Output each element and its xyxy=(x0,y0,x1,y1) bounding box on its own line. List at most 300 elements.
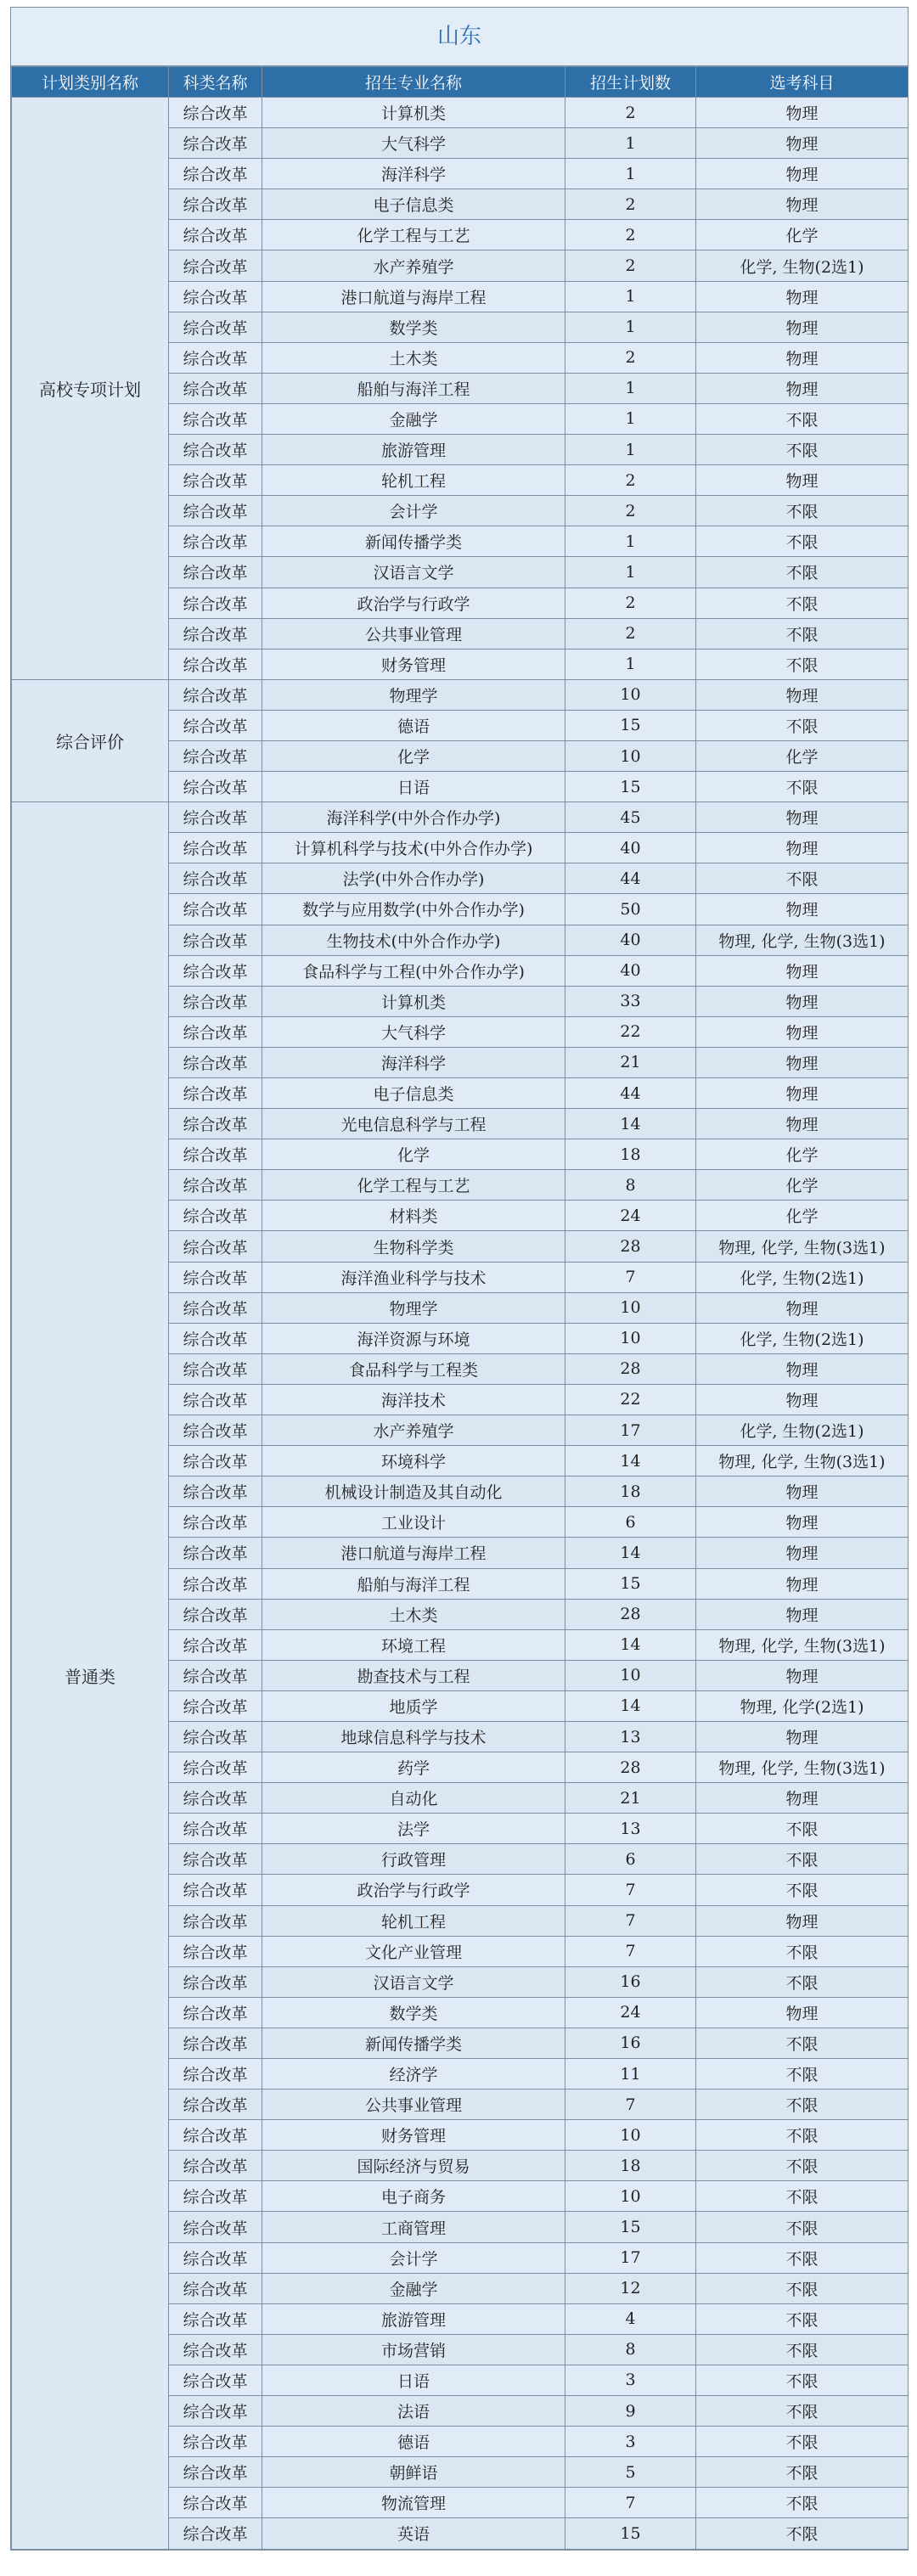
subject-type-cell: 综合改革 xyxy=(169,189,262,220)
plan-count-cell: 7 xyxy=(565,1875,696,1905)
major-name-cell: 新闻传播学类 xyxy=(262,526,565,557)
major-name-cell: 药学 xyxy=(262,1752,565,1783)
major-name-cell: 海洋渔业科学与技术 xyxy=(262,1262,565,1292)
major-name-cell: 市场营销 xyxy=(262,2334,565,2365)
subject-type-cell: 综合改革 xyxy=(169,1201,262,1231)
major-name-cell: 德语 xyxy=(262,2427,565,2457)
plan-count-cell: 50 xyxy=(565,894,696,925)
subject-type-cell: 综合改革 xyxy=(169,403,262,434)
subject-type-cell: 综合改革 xyxy=(169,955,262,986)
major-name-cell: 国际经济与贸易 xyxy=(262,2151,565,2181)
required-subjects-cell: 物理 xyxy=(696,128,909,159)
subject-type-cell: 综合改革 xyxy=(169,1599,262,1629)
required-subjects-cell: 物理 xyxy=(696,1568,909,1599)
subject-type-cell: 综合改革 xyxy=(169,1568,262,1599)
subject-type-cell: 综合改革 xyxy=(169,557,262,588)
required-subjects-cell: 物理 xyxy=(696,189,909,220)
subject-type-cell: 综合改革 xyxy=(169,2488,262,2518)
required-subjects-cell: 化学, 生物(2选1) xyxy=(696,1415,909,1446)
subject-type-cell: 综合改革 xyxy=(169,1905,262,1936)
required-subjects-cell: 不限 xyxy=(696,2365,909,2395)
subject-type-cell: 综合改革 xyxy=(169,220,262,250)
subject-type-cell: 综合改革 xyxy=(169,496,262,526)
required-subjects-cell: 物理 xyxy=(696,1078,909,1109)
required-subjects-cell: 物理, 化学, 生物(3选1) xyxy=(696,1752,909,1783)
required-subjects-cell: 物理 xyxy=(696,1109,909,1139)
subject-type-cell: 综合改革 xyxy=(169,465,262,496)
column-header-plan-count: 招生计划数 xyxy=(565,67,696,98)
required-subjects-cell: 不限 xyxy=(696,2059,909,2089)
required-subjects-cell: 不限 xyxy=(696,1966,909,1997)
major-name-cell: 物理学 xyxy=(262,1292,565,1323)
required-subjects-cell: 不限 xyxy=(696,2120,909,2151)
plan-count-cell: 1 xyxy=(565,128,696,159)
subject-type-cell: 综合改革 xyxy=(169,2089,262,2120)
major-name-cell: 轮机工程 xyxy=(262,1905,565,1936)
major-name-cell: 英语 xyxy=(262,2518,565,2549)
subject-type-cell: 综合改革 xyxy=(169,2457,262,2488)
plan-count-cell: 18 xyxy=(565,2151,696,2181)
major-name-cell: 法语 xyxy=(262,2396,565,2427)
major-name-cell: 自动化 xyxy=(262,1783,565,1814)
required-subjects-cell: 不限 xyxy=(696,2273,909,2303)
plan-count-cell: 10 xyxy=(565,1292,696,1323)
plan-count-cell: 1 xyxy=(565,649,696,679)
major-name-cell: 电子信息类 xyxy=(262,1078,565,1109)
plan-count-cell: 7 xyxy=(565,1905,696,1936)
plan-count-cell: 14 xyxy=(565,1690,696,1721)
major-name-cell: 化学工程与工艺 xyxy=(262,220,565,250)
required-subjects-cell: 不限 xyxy=(696,2396,909,2427)
required-subjects-cell: 化学, 生物(2选1) xyxy=(696,1323,909,1353)
plan-count-cell: 2 xyxy=(565,588,696,618)
subject-type-cell: 综合改革 xyxy=(169,1446,262,1476)
major-name-cell: 行政管理 xyxy=(262,1844,565,1875)
subject-type-cell: 综合改革 xyxy=(169,98,262,128)
plan-count-cell: 2 xyxy=(565,189,696,220)
required-subjects-cell: 物理 xyxy=(696,894,909,925)
plan-count-cell: 22 xyxy=(565,1016,696,1047)
table-row xyxy=(12,679,909,710)
required-subjects-cell: 不限 xyxy=(696,526,909,557)
plan-count-cell: 1 xyxy=(565,526,696,557)
plan-count-cell: 6 xyxy=(565,1507,696,1538)
required-subjects-cell: 物理 xyxy=(696,1599,909,1629)
plan-count-cell: 15 xyxy=(565,1568,696,1599)
major-name-cell: 海洋科学(中外合作办学) xyxy=(262,802,565,833)
subject-type-cell: 综合改革 xyxy=(169,2120,262,2151)
plan-count-cell: 1 xyxy=(565,159,696,189)
subject-type-cell: 综合改革 xyxy=(169,373,262,403)
major-name-cell: 地质学 xyxy=(262,1690,565,1721)
major-name-cell: 物理学 xyxy=(262,679,565,710)
required-subjects-cell: 物理 xyxy=(696,312,909,342)
plan-count-cell: 3 xyxy=(565,2365,696,2395)
plan-count-cell: 17 xyxy=(565,2242,696,2273)
major-name-cell: 地球信息科学与技术 xyxy=(262,1721,565,1752)
subject-type-cell: 综合改革 xyxy=(169,2212,262,2242)
subject-type-cell: 综合改革 xyxy=(169,1783,262,1814)
required-subjects-cell: 物理 xyxy=(696,1016,909,1047)
subject-type-cell: 综合改革 xyxy=(169,1538,262,1568)
major-name-cell: 数学类 xyxy=(262,1997,565,2028)
subject-type-cell: 综合改革 xyxy=(169,833,262,863)
required-subjects-cell: 不限 xyxy=(696,863,909,894)
plan-count-cell: 6 xyxy=(565,1844,696,1875)
subject-type-cell: 综合改革 xyxy=(169,1507,262,1538)
major-name-cell: 经济学 xyxy=(262,2059,565,2089)
subject-type-cell: 综合改革 xyxy=(169,1353,262,1384)
required-subjects-cell: 化学 xyxy=(696,1201,909,1231)
plan-count-cell: 16 xyxy=(565,1966,696,1997)
major-name-cell: 海洋资源与环境 xyxy=(262,1323,565,1353)
major-name-cell: 电子信息类 xyxy=(262,189,565,220)
required-subjects-cell: 不限 xyxy=(696,2089,909,2120)
subject-type-cell: 综合改革 xyxy=(169,863,262,894)
plan-count-cell: 22 xyxy=(565,1384,696,1415)
plan-count-cell: 1 xyxy=(565,557,696,588)
subject-type-cell: 综合改革 xyxy=(169,526,262,557)
major-name-cell: 化学 xyxy=(262,740,565,771)
required-subjects-cell: 不限 xyxy=(696,2334,909,2365)
major-name-cell: 环境科学 xyxy=(262,1446,565,1476)
required-subjects-cell: 物理 xyxy=(696,281,909,312)
subject-type-cell: 综合改革 xyxy=(169,2028,262,2058)
subject-type-cell: 综合改革 xyxy=(169,772,262,802)
plan-count-cell: 2 xyxy=(565,465,696,496)
required-subjects-cell: 化学 xyxy=(696,740,909,771)
plan-count-cell: 15 xyxy=(565,772,696,802)
required-subjects-cell: 不限 xyxy=(696,557,909,588)
subject-type-cell: 综合改革 xyxy=(169,986,262,1016)
plan-count-cell: 14 xyxy=(565,1629,696,1660)
plan-count-cell: 13 xyxy=(565,1721,696,1752)
major-name-cell: 工商管理 xyxy=(262,2212,565,2242)
major-name-cell: 汉语言文学 xyxy=(262,557,565,588)
major-name-cell: 食品科学与工程类 xyxy=(262,1353,565,1384)
major-name-cell: 旅游管理 xyxy=(262,435,565,465)
major-name-cell: 船舶与海洋工程 xyxy=(262,373,565,403)
plan-category-cell: 高校专项计划 xyxy=(12,98,169,680)
plan-count-cell: 2 xyxy=(565,250,696,281)
required-subjects-cell: 不限 xyxy=(696,1844,909,1875)
subject-type-cell: 综合改革 xyxy=(169,1231,262,1262)
subject-type-cell: 综合改革 xyxy=(169,2059,262,2089)
required-subjects-cell: 化学 xyxy=(696,220,909,250)
required-subjects-cell: 化学, 生物(2选1) xyxy=(696,250,909,281)
required-subjects-cell: 不限 xyxy=(696,2518,909,2549)
plan-count-cell: 17 xyxy=(565,1415,696,1446)
subject-type-cell: 综合改革 xyxy=(169,159,262,189)
required-subjects-cell: 不限 xyxy=(696,435,909,465)
required-subjects-cell: 不限 xyxy=(696,2181,909,2212)
major-name-cell: 化学工程与工艺 xyxy=(262,1170,565,1201)
required-subjects-cell: 物理 xyxy=(696,159,909,189)
major-name-cell: 金融学 xyxy=(262,2273,565,2303)
major-name-cell: 土木类 xyxy=(262,1599,565,1629)
required-subjects-cell: 物理 xyxy=(696,98,909,128)
required-subjects-cell: 不限 xyxy=(696,588,909,618)
required-subjects-cell: 物理 xyxy=(696,1721,909,1752)
plan-count-cell: 28 xyxy=(565,1752,696,1783)
header-row xyxy=(12,67,909,98)
plan-count-cell: 7 xyxy=(565,2089,696,2120)
plan-count-cell: 18 xyxy=(565,1476,696,1507)
required-subjects-cell: 物理 xyxy=(696,833,909,863)
required-subjects-cell: 不限 xyxy=(696,2242,909,2273)
required-subjects-cell: 物理 xyxy=(696,986,909,1016)
required-subjects-cell: 化学 xyxy=(696,1139,909,1170)
required-subjects-cell: 不限 xyxy=(696,649,909,679)
plan-count-cell: 24 xyxy=(565,1997,696,2028)
plan-count-cell: 14 xyxy=(565,1109,696,1139)
major-name-cell: 环境工程 xyxy=(262,1629,565,1660)
subject-type-cell: 综合改革 xyxy=(169,2518,262,2549)
plan-count-cell: 12 xyxy=(565,2273,696,2303)
required-subjects-cell: 不限 xyxy=(696,2427,909,2457)
required-subjects-cell: 不限 xyxy=(696,2212,909,2242)
plan-count-cell: 14 xyxy=(565,1538,696,1568)
major-name-cell: 金融学 xyxy=(262,403,565,434)
major-name-cell: 日语 xyxy=(262,772,565,802)
plan-count-cell: 1 xyxy=(565,281,696,312)
plan-count-cell: 10 xyxy=(565,2181,696,2212)
subject-type-cell: 综合改革 xyxy=(169,2151,262,2181)
major-name-cell: 生物技术(中外合作办学) xyxy=(262,925,565,955)
plan-count-cell: 28 xyxy=(565,1599,696,1629)
required-subjects-cell: 不限 xyxy=(696,1814,909,1844)
subject-type-cell: 综合改革 xyxy=(169,649,262,679)
major-name-cell: 海洋技术 xyxy=(262,1384,565,1415)
subject-type-cell: 综合改革 xyxy=(169,1170,262,1201)
plan-count-cell: 10 xyxy=(565,740,696,771)
province-title: 山东 xyxy=(11,8,908,66)
subject-type-cell: 综合改革 xyxy=(169,1997,262,2028)
major-name-cell: 朝鲜语 xyxy=(262,2457,565,2488)
subject-type-cell: 综合改革 xyxy=(169,2396,262,2427)
required-subjects-cell: 物理, 化学(2选1) xyxy=(696,1690,909,1721)
column-header-major-name: 招生专业名称 xyxy=(262,67,565,98)
major-name-cell: 法学 xyxy=(262,1814,565,1844)
major-name-cell: 公共事业管理 xyxy=(262,2089,565,2120)
major-name-cell: 海洋科学 xyxy=(262,159,565,189)
required-subjects-cell: 不限 xyxy=(696,2151,909,2181)
column-header-subject-type: 科类名称 xyxy=(169,67,262,98)
plan-count-cell: 2 xyxy=(565,496,696,526)
subject-type-cell: 综合改革 xyxy=(169,1047,262,1077)
major-name-cell: 水产养殖学 xyxy=(262,250,565,281)
major-name-cell: 食品科学与工程(中外合作办学) xyxy=(262,955,565,986)
major-name-cell: 水产养殖学 xyxy=(262,1415,565,1446)
subject-type-cell: 综合改革 xyxy=(169,1415,262,1446)
required-subjects-cell: 物理 xyxy=(696,1507,909,1538)
required-subjects-cell: 不限 xyxy=(696,710,909,740)
major-name-cell: 法学(中外合作办学) xyxy=(262,863,565,894)
subject-type-cell: 综合改革 xyxy=(169,2334,262,2365)
plan-count-cell: 7 xyxy=(565,2488,696,2518)
plan-count-cell: 2 xyxy=(565,220,696,250)
required-subjects-cell: 不限 xyxy=(696,2457,909,2488)
required-subjects-cell: 化学, 生物(2选1) xyxy=(696,1262,909,1292)
major-name-cell: 物流管理 xyxy=(262,2488,565,2518)
subject-type-cell: 综合改革 xyxy=(169,1323,262,1353)
subject-type-cell: 综合改革 xyxy=(169,1690,262,1721)
required-subjects-cell: 物理, 化学, 生物(3选1) xyxy=(696,1629,909,1660)
major-name-cell: 土木类 xyxy=(262,342,565,373)
required-subjects-cell: 物理 xyxy=(696,342,909,373)
required-subjects-cell: 物理 xyxy=(696,1783,909,1814)
plan-count-cell: 5 xyxy=(565,2457,696,2488)
subject-type-cell: 综合改革 xyxy=(169,250,262,281)
required-subjects-cell: 物理, 化学, 生物(3选1) xyxy=(696,1231,909,1262)
column-header-plan-category: 计划类别名称 xyxy=(12,67,169,98)
admission-plan-sheet xyxy=(10,7,909,2551)
table-row xyxy=(12,98,909,128)
subject-type-cell: 综合改革 xyxy=(169,1476,262,1507)
plan-count-cell: 33 xyxy=(565,986,696,1016)
subject-type-cell: 综合改革 xyxy=(169,802,262,833)
required-subjects-cell: 物理 xyxy=(696,373,909,403)
plan-table xyxy=(11,66,909,2550)
plan-count-cell: 44 xyxy=(565,1078,696,1109)
required-subjects-cell: 物理 xyxy=(696,1660,909,1690)
required-subjects-cell: 不限 xyxy=(696,1936,909,1966)
subject-type-cell: 综合改革 xyxy=(169,925,262,955)
subject-type-cell: 综合改革 xyxy=(169,1016,262,1047)
plan-count-cell: 45 xyxy=(565,802,696,833)
plan-count-cell: 10 xyxy=(565,1323,696,1353)
required-subjects-cell: 物理 xyxy=(696,802,909,833)
required-subjects-cell: 物理 xyxy=(696,955,909,986)
required-subjects-cell: 不限 xyxy=(696,2028,909,2058)
major-name-cell: 财务管理 xyxy=(262,649,565,679)
plan-count-cell: 7 xyxy=(565,1936,696,1966)
plan-count-cell: 1 xyxy=(565,312,696,342)
subject-type-cell: 综合改革 xyxy=(169,281,262,312)
plan-count-cell: 1 xyxy=(565,373,696,403)
required-subjects-cell: 不限 xyxy=(696,403,909,434)
major-name-cell: 新闻传播学类 xyxy=(262,2028,565,2058)
plan-count-cell: 11 xyxy=(565,2059,696,2089)
major-name-cell: 海洋科学 xyxy=(262,1047,565,1077)
subject-type-cell: 综合改革 xyxy=(169,1752,262,1783)
major-name-cell: 汉语言文学 xyxy=(262,1966,565,1997)
plan-count-cell: 40 xyxy=(565,925,696,955)
subject-type-cell: 综合改革 xyxy=(169,1966,262,1997)
table-row xyxy=(12,802,909,833)
plan-count-cell: 21 xyxy=(565,1783,696,1814)
major-name-cell: 工业设计 xyxy=(262,1507,565,1538)
subject-type-cell: 综合改革 xyxy=(169,1721,262,1752)
plan-count-cell: 14 xyxy=(565,1446,696,1476)
subject-type-cell: 综合改革 xyxy=(169,435,262,465)
subject-type-cell: 综合改革 xyxy=(169,1078,262,1109)
plan-count-cell: 28 xyxy=(565,1353,696,1384)
major-name-cell: 旅游管理 xyxy=(262,2303,565,2334)
subject-type-cell: 综合改革 xyxy=(169,1814,262,1844)
major-name-cell: 港口航道与海岸工程 xyxy=(262,281,565,312)
subject-type-cell: 综合改革 xyxy=(169,740,262,771)
major-name-cell: 化学 xyxy=(262,1139,565,1170)
subject-type-cell: 综合改革 xyxy=(169,2303,262,2334)
subject-type-cell: 综合改革 xyxy=(169,2365,262,2395)
plan-count-cell: 4 xyxy=(565,2303,696,2334)
required-subjects-cell: 物理 xyxy=(696,679,909,710)
major-name-cell: 大气科学 xyxy=(262,1016,565,1047)
column-header-required-subjects: 选考科目 xyxy=(696,67,909,98)
major-name-cell: 港口航道与海岸工程 xyxy=(262,1538,565,1568)
subject-type-cell: 综合改革 xyxy=(169,588,262,618)
major-name-cell: 日语 xyxy=(262,2365,565,2395)
required-subjects-cell: 物理 xyxy=(696,1476,909,1507)
major-name-cell: 数学与应用数学(中外合作办学) xyxy=(262,894,565,925)
plan-count-cell: 10 xyxy=(565,679,696,710)
major-name-cell: 轮机工程 xyxy=(262,465,565,496)
subject-type-cell: 综合改革 xyxy=(169,2427,262,2457)
subject-type-cell: 综合改革 xyxy=(169,710,262,740)
plan-count-cell: 28 xyxy=(565,1231,696,1262)
plan-count-cell: 15 xyxy=(565,710,696,740)
subject-type-cell: 综合改革 xyxy=(169,128,262,159)
plan-count-cell: 44 xyxy=(565,863,696,894)
major-name-cell: 计算机类 xyxy=(262,986,565,1016)
required-subjects-cell: 物理 xyxy=(696,1353,909,1384)
plan-count-cell: 10 xyxy=(565,2120,696,2151)
subject-type-cell: 综合改革 xyxy=(169,1936,262,1966)
plan-count-cell: 24 xyxy=(565,1201,696,1231)
required-subjects-cell: 物理 xyxy=(696,1997,909,2028)
major-name-cell: 政治学与行政学 xyxy=(262,588,565,618)
required-subjects-cell: 化学 xyxy=(696,1170,909,1201)
plan-count-cell: 7 xyxy=(565,1262,696,1292)
major-name-cell: 公共事业管理 xyxy=(262,618,565,649)
plan-count-cell: 1 xyxy=(565,403,696,434)
required-subjects-cell: 物理 xyxy=(696,1047,909,1077)
plan-count-cell: 40 xyxy=(565,955,696,986)
major-name-cell: 机械设计制造及其自动化 xyxy=(262,1476,565,1507)
plan-count-cell: 15 xyxy=(565,2212,696,2242)
required-subjects-cell: 不限 xyxy=(696,772,909,802)
plan-count-cell: 8 xyxy=(565,2334,696,2365)
major-name-cell: 光电信息科学与工程 xyxy=(262,1109,565,1139)
major-name-cell: 政治学与行政学 xyxy=(262,1875,565,1905)
subject-type-cell: 综合改革 xyxy=(169,1139,262,1170)
plan-count-cell: 13 xyxy=(565,1814,696,1844)
subject-type-cell: 综合改革 xyxy=(169,1262,262,1292)
major-name-cell: 文化产业管理 xyxy=(262,1936,565,1966)
subject-type-cell: 综合改革 xyxy=(169,1660,262,1690)
major-name-cell: 会计学 xyxy=(262,2242,565,2273)
required-subjects-cell: 物理 xyxy=(696,465,909,496)
subject-type-cell: 综合改革 xyxy=(169,618,262,649)
subject-type-cell: 综合改革 xyxy=(169,1875,262,1905)
required-subjects-cell: 物理 xyxy=(696,1905,909,1936)
required-subjects-cell: 不限 xyxy=(696,1875,909,1905)
major-name-cell: 生物科学类 xyxy=(262,1231,565,1262)
major-name-cell: 数学类 xyxy=(262,312,565,342)
major-name-cell: 德语 xyxy=(262,710,565,740)
required-subjects-cell: 不限 xyxy=(696,618,909,649)
major-name-cell: 勘查技术与工程 xyxy=(262,1660,565,1690)
major-name-cell: 计算机科学与技术(中外合作办学) xyxy=(262,833,565,863)
required-subjects-cell: 不限 xyxy=(696,2303,909,2334)
plan-count-cell: 9 xyxy=(565,2396,696,2427)
subject-type-cell: 综合改革 xyxy=(169,679,262,710)
subject-type-cell: 综合改革 xyxy=(169,1844,262,1875)
subject-type-cell: 综合改革 xyxy=(169,1629,262,1660)
major-name-cell: 大气科学 xyxy=(262,128,565,159)
plan-count-cell: 2 xyxy=(565,618,696,649)
